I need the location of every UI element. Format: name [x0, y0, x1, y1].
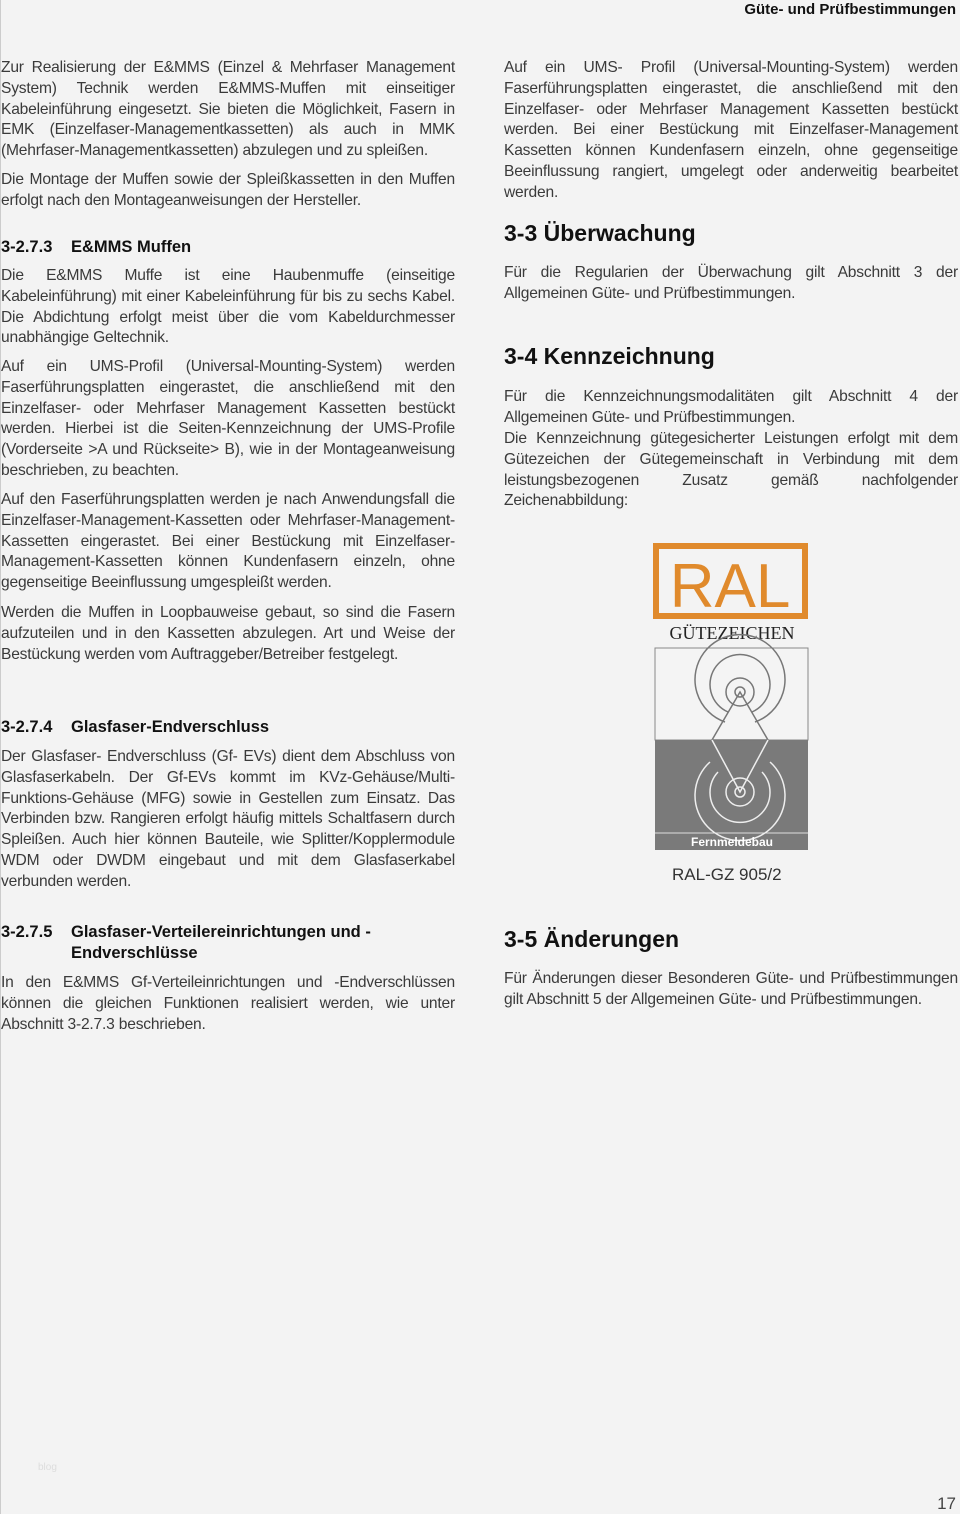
logo-caption: RAL-GZ 905/2 [672, 865, 782, 884]
ral-guetezeichen-logo [650, 542, 812, 854]
logo-guetezeichen-text: GÜTEZEICHEN [669, 623, 795, 643]
running-header: Güte- und Prüfbestimmungen [744, 1, 956, 18]
watermark: blog [38, 1462, 57, 1473]
section-title: E&MMS Muffen [71, 238, 192, 256]
section-heading: 3-4 Kennzeichnung [504, 343, 715, 369]
paragraph: Auf ein UMS-Profil (Universal-Mounting-System) werden Faserführungsplatten eingerastet, die anschließend mit den Einzelfaser- oder Mehrfaser Management Kassetten bestückt werden. Hierbei ist die Seiten-Kennzeichnung der UMS-Profile (Vorderseite >A und Rückseite> B), wie in der Montageanweisung beschrieben, zu beachten. [1, 358, 455, 479]
section-title: Glasfaser-Verteilereinrichtungen und -Endverschlüsse [71, 923, 371, 962]
logo-band-text: Fernmeldebau [690, 835, 774, 849]
section-heading [1, 237, 191, 258]
section-heading [1, 922, 441, 964]
paragraph: Für die Kennzeichnungsmodalitäten gilt Abschnitt 4 der Allgemeinen Güte- und Prüfbestimmungen. [504, 388, 958, 426]
section-number: 3-2.7.4 [1, 718, 53, 736]
paragraph: Die Montage der Muffen sowie der Spleißkassetten in den Muffen erfolgt nach den Montageanweisungen der Hersteller. [1, 171, 455, 209]
paragraph: Werden die Muffen in Loopbauweise gebaut, so sind die Fasern aufzuteilen und in den Kassetten abzulegen. Art und Weise der Bestückung werden vom Auftraggeber/Betreiber festgelegt. [1, 604, 455, 663]
paragraph: Der Glasfaser- Endverschluss (Gf- EVs) dient dem Abschluss von Glasfaserkabeln. Der Gf-EVs kommt im KVz-Gehäuse/Multi-Funktions-Gehäuse (MFG) sowie in Gestellen zum Einsatz. Das Verbinden bzw. Rangieren erfolgt häufig mittels Schaltfasern durch Spleißen. Auch hier können Bauteile, wie Splitter/Kopplermodule WDM oder DWDM eingebaut und mit dem Glasfaserkabel verbunden werden. [1, 748, 455, 890]
section-number: 3-2.7.5 [1, 923, 53, 941]
section-title: Glasfaser-Endverschluss [71, 718, 270, 736]
logo-ral-text: RAL [669, 552, 791, 621]
section-heading [1, 717, 269, 738]
section-heading: 3-5 Änderungen [504, 926, 680, 952]
page-number: 17 [937, 1494, 956, 1513]
section-heading: 3-3 Überwachung [504, 220, 696, 246]
paragraph: Auf den Faserführungsplatten werden je nach Anwendungsfall die Einzelfaser-Management-Kassetten oder Mehrfaser-Management-Kassetten eingerastet. Bei einer Bestückung mit Einzelfaser-Management-Kassetten können Kundenfasern einzeln, ohne gegenseitige Beeinflussung umgespleißt werden. [1, 491, 455, 592]
section-number: 3-2.7.3 [1, 238, 53, 256]
paragraph: Die E&MMS Muffe ist eine Haubenmuffe (einseitige Kabeleinführung) mit einer Kabeleinführung für bis zu sechs Kabel. Die Abdichtung erfolgt meist über die vom Kabeldurchmesser unabhängige Geltechnik. [1, 267, 455, 347]
paragraph: Die Kennzeichnung gütegesicherter Leistungen erfolgt mit dem Gütezeichen der Gütegemeinschaft in Verbindung mit dem leistungsbezogenen Zusatz gemäß nachfolgender Zeichenabbildung: [504, 430, 958, 510]
paragraph: Auf ein UMS- Profil (Universal-Mounting-System) werden Faserführungsplatten eingerastet, die anschließend mit den Einzelfaser- oder Mehrfaser Management Kassetten bestückt werden. Bei einer Bestückung mit Einzelfaser-Management Kassetten können Kundenfasern einzeln, ohne gegenseitige Beeinflussung rangiert, umgelegt oder anderweitig bearbeitet werden. [504, 59, 958, 201]
paragraph: Für die Regularien der Überwachung gilt Abschnitt 3 der Allgemeinen Güte- und Prüfbestimmungen. [504, 264, 958, 302]
paragraph: Für Änderungen dieser Besonderen Güte- und Prüfbestimmungen gilt Abschnitt 5 der Allgemeinen Güte- und Prüfbestimmungen. [504, 970, 958, 1008]
paragraph: Zur Realisierung der E&MMS (Einzel & Mehrfaser Management System) Technik werden E&MMS-Muffen mit einseitiger Kabeleinführung eingesetzt. Sie bieten die Möglichkeit, Fasern in EMK (Einzelfaser-Managementkassetten) als auch in MMK (Mehrfaser-Managementkassetten) abzulegen und zu spleißen. [1, 59, 455, 160]
paragraph: In den E&MMS Gf-Verteileinrichtungen und -Endverschlüssen können die gleichen Funktionen realisiert werden, wie unter Abschnitt 3-2.7.3 beschrieben. [1, 974, 455, 1033]
